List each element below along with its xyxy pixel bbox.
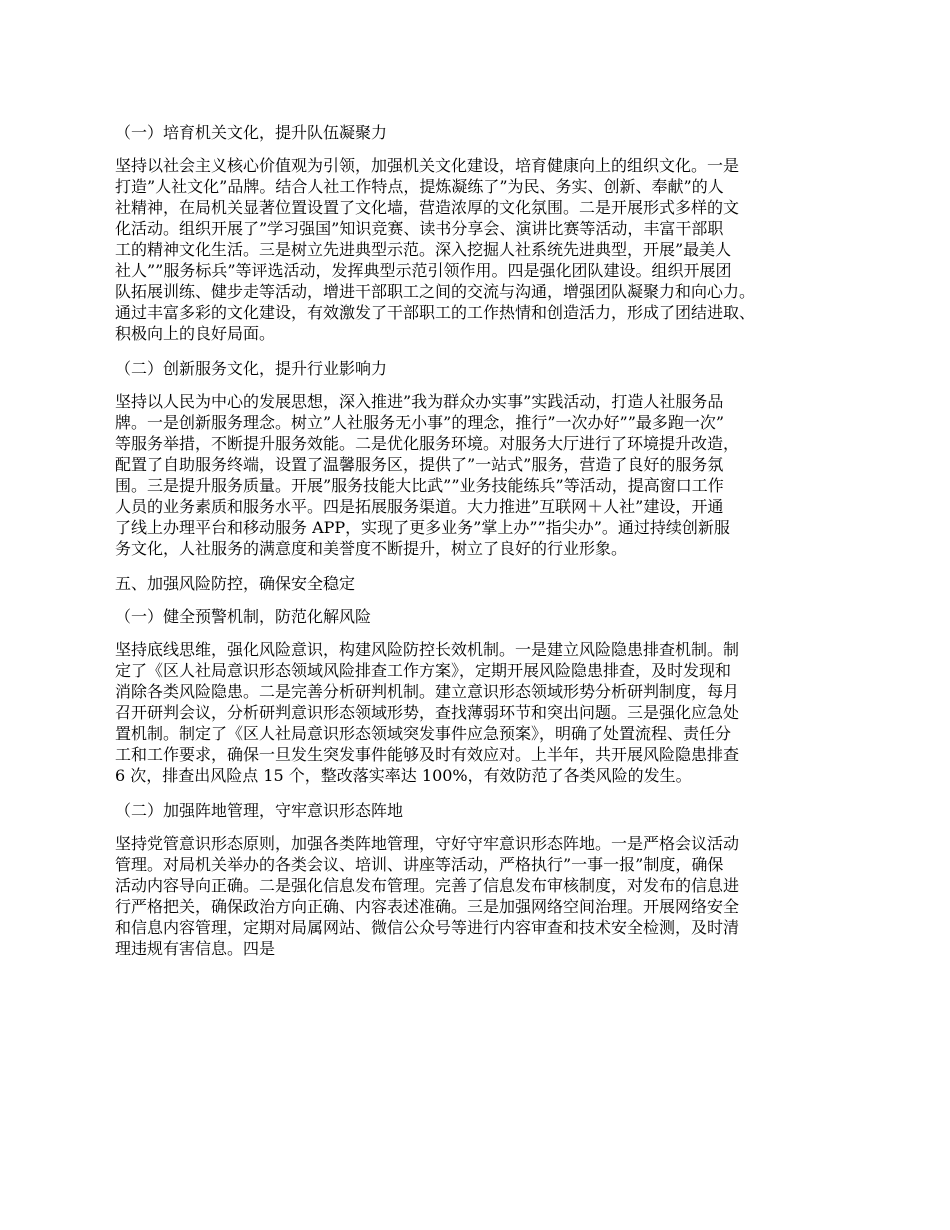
text-line: 队拓展训练、健步走等活动，增进干部职工之间的交流与沟通，增强团队凝聚力和向心力。: [115, 282, 756, 301]
text-line: 了线上办理平台和移动服务 APP，实现了更多业务”掌上办””指尖办”。通过持续创新服: [115, 518, 730, 537]
text-line: 围。三是提升服务质量。开展”服务技能大比武””业务技能练兵”等活动，提高窗口工作: [115, 476, 724, 495]
text-line: 务文化，人社服务的满意度和美誉度不断提升，树立了良好的行业形象。: [115, 539, 628, 558]
document-body: [115, 122, 850, 973]
section-heading-warning: （一）健全预警机制，防范化解风险: [115, 607, 372, 626]
text-line: 社人””服务标兵”等评选活动，发挥典型示范引领作用。四是强化团队建设。组织开展团: [115, 261, 732, 280]
text-line: 和信息内容管理，定期对局属网站、微信公众号等进行内容审查和技术安全检测，及时清: [115, 918, 740, 937]
text-line: 定了《区人社局意识形态领域风险排查工作方案》，定期开展风险隐患排查，及时发现和: [115, 661, 732, 680]
text-line: 消除各类风险隐患。二是完善分析研判机制。建立意识形态领域形势分析研判制度，每月: [115, 682, 740, 701]
text-line: 坚持以人民为中心的发展思想，深入推进”我为群众办实事”实践活动，打造人社服务品: [115, 392, 724, 411]
paragraph-culture: [115, 155, 850, 344]
section-heading-culture: （一）培育机关文化，提升队伍凝聚力: [115, 123, 388, 142]
text-line: 人员的业务素质和服务水平。四是拓展服务渠道。大力推进”互联网＋人社”建设，开通: [115, 497, 724, 516]
text-line: 工的精神文化生活。三是树立先进典型示范。深入挖掘人社系统先进典型，开展”最美人: [115, 240, 732, 259]
text-line: 通过丰富多彩的文化建设，有效激发了干部职工的工作热情和创造活力，形成了团结进取、: [115, 303, 756, 322]
section-heading-position: （二）加强阵地管理，守牢意识形态阵地: [115, 801, 404, 820]
text-line: 工和工作要求，确保一旦发生突发事件能够及时有效应对。上半年，共开展风险隐患排查: [115, 745, 740, 764]
text-line: 社精神，在局机关显著位置设置了文化墙，营造浓厚的文化氛围。二是开展形式多样的文: [115, 198, 740, 217]
paragraph-warning: [115, 639, 850, 786]
text-line: 6 次，排查出风险点 15 个，整改落实率达 100%，有效防范了各类风险的发生。: [115, 766, 692, 785]
paragraph-service: [115, 391, 850, 559]
text-line: 化活动。组织开展了”学习强国”知识竞赛、读书分享会、演讲比赛等活动，丰富干部职: [115, 219, 724, 238]
text-line: 坚持党管意识形态原则，加强各类阵地管理，守好守牢意识形态阵地。一是严格会议活动: [115, 834, 740, 853]
text-line: 配置了自助服务终端，设置了温馨服务区，提供了”一站式”服务，营造了良好的服务氛: [115, 455, 724, 474]
text-line: 打造”人社文化”品牌。结合人社工作特点，提炼凝练了”为民、务实、创新、奉献”的人: [115, 177, 724, 196]
text-line: 积极向上的良好局面。: [115, 324, 276, 343]
paragraph-position: [115, 833, 850, 959]
text-line: 召开研判会议，分析研判意识形态领域形势，查找薄弱环节和突出问题。三是强化应急处: [115, 703, 740, 722]
text-line: 活动内容导向正确。二是强化信息发布管理。完善了信息发布审核制度，对发布的信息进: [115, 876, 740, 895]
text-line: 坚持底线思维，强化风险意识，构建风险防控长效机制。一是建立风险隐患排查机制。制: [115, 640, 740, 659]
section-heading-service: （二）创新服务文化，提升行业影响力: [115, 359, 388, 378]
text-line: 理违规有害信息。四是: [115, 939, 276, 958]
text-line: 管理。对局机关举办的各类会议、培训、讲座等活动，严格执行”一事一报”制度，确保: [115, 855, 724, 874]
text-line: 行严格把关，确保政治方向正确、内容表述准确。三是加强网络空间治理。开展网络安全: [115, 897, 740, 916]
text-line: 置机制。制定了《区人社局意识形态领域突发事件应急预案》，明确了处置流程、责任分: [115, 724, 732, 743]
chapter-heading-risk: 五、加强风险防控，确保安全稳定: [115, 574, 356, 593]
text-line: 等服务举措，不断提升服务效能。二是优化服务环境。对服务大厅进行了环境提升改造，: [115, 434, 740, 453]
text-line: 坚持以社会主义核心价值观为引领，加强机关文化建设，培育健康向上的组织文化。一是: [115, 156, 740, 175]
text-line: 牌。一是创新服务理念。树立”人社服务无小事”的理念，推行”一次办好””最多跑一次”: [115, 413, 725, 432]
